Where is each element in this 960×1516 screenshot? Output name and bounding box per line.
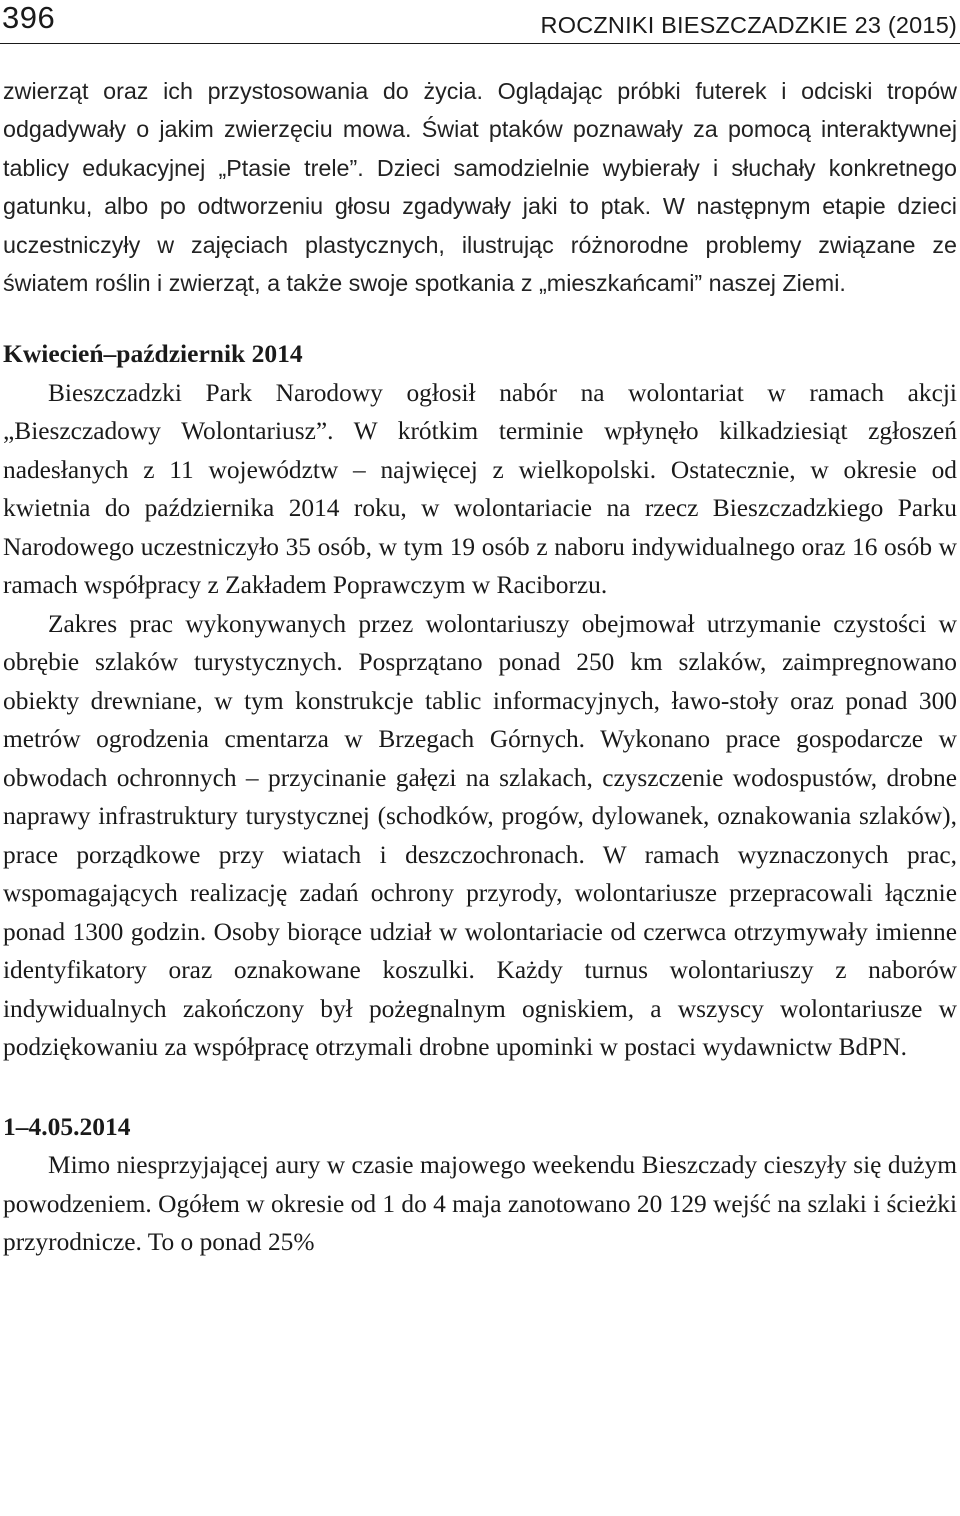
running-head: ROCZNIKI BIESZCZADZKIE 23 (2015) <box>540 12 957 38</box>
body-paragraph: zwierząt oraz ich przystosowania do życia. Oglądając próbki futerek i odciski tropów odgadywały o jakim zwierzęciu mowa. Świat ptaków poznawały za pomocą interaktywnej tablicy edukacyjnej „Ptasie trele”. Dzieci samodzielnie wybierały i słuchały konkretnego gatunku, albo po odtworzeniu głosu zgadywały jaki to ptak. W następnym etapie dzieci uczestniczyły w zajęciach plastycznych, ilustrując różnorodne problemy związane ze światem roślin i zwierząt, a także swoje spotkania z „mieszkańcami” naszej Ziemi. <box>3 78 957 297</box>
page-number: 396 <box>2 0 56 35</box>
section-heading: 1–4.05.2014 <box>3 1111 131 1141</box>
page-content <box>3 72 957 1262</box>
body-paragraph: Zakres prac wykonywanych przez wolontariuszy obejmował utrzymanie czystości w obrębie szlaków turystycznych. Posprzątano ponad 250 km szlaków, zaimpregnowano obiekty drewniane, w tym konstrukcje tablic informacyjnych, ławo-stoły oraz ponad 300 metrów ogrodzenia cmentarza w Brzegach Górnych. Wykonano prace gospodarcze w obwodach ochronnych – przycinanie gałęzi na szlakach, czyszczenie wodospustów, drobne naprawy infrastruktury turystycznej (schodków, progów, dylowanek, oznakowania szlaków), prace porządkowe przy wiatach i deszczochronach. W ramach wyznaczonych prac, wspomagających realizację zadań ochrony przyrody, wolontariusze przepracowali łącznie ponad 1300 godzin. Osoby biorące udział w wolontariacie od czerwca otrzymywały imienne identyfikatory oraz oznakowane koszulki. Każdy turnus wolontariuszy z naborów indywidualnych zakończony był pożegnalnym ogniskiem, a wszyscy wolontariusze w podziękowaniu za współpracę otrzymali drobne upominki w postaci wydawnictw BdPN. <box>3 609 957 1062</box>
section-heading: Kwiecień–październik 2014 <box>3 339 303 369</box>
section-spacer <box>3 302 957 335</box>
header-rule <box>0 43 960 44</box>
body-paragraph: Bieszczadzki Park Narodowy ogłosił nabór na wolontariat w ramach akcji „Bieszczadowy Wolontariusz”. W krótkim terminie wpłynęło kilkadziesiąt zgłoszeń nadesłanych z 11 województw – najwięcej z wielkopolski. Ostatecznie, w okresie od kwietnia do października 2014 roku, w wolontariacie na rzecz Bieszczadzkiego Parku Narodowego uczestniczyło 35 osób, w tym 19 osób z naboru indywidualnego oraz 16 osób w ramach współpracy z Zakładem Poprawczym w Raciborzu. <box>3 378 957 600</box>
section-spacer <box>3 1067 957 1108</box>
page-header <box>0 0 960 44</box>
body-paragraph: Mimo niesprzyjającej aury w czasie majowego weekendu Bieszczady cieszyły się dużym powodzeniem. Ogółem w okresie od 1 do 4 maja zanotowano 20 129 wejść na szlaki i ścieżki przyrodnicze. To o ponad 25% <box>3 1151 958 1257</box>
